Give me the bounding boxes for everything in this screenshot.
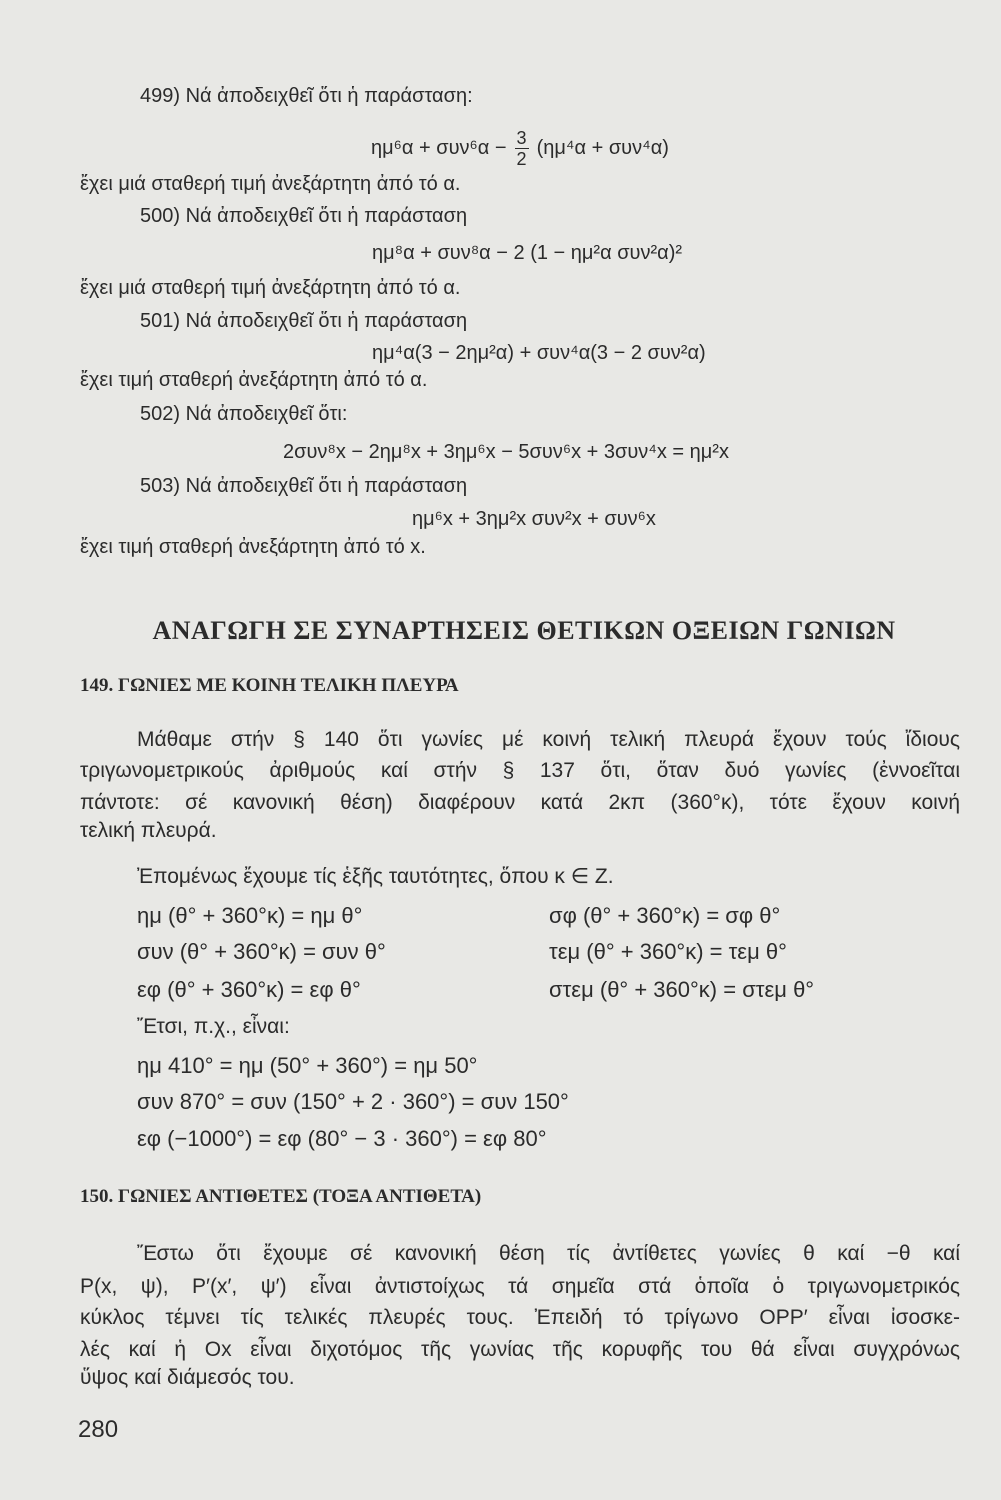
- exercise-503-prompt: 503) Νά ἀποδειχθεῖ ὅτι ἡ παράσταση: [140, 475, 468, 497]
- example-3: εφ (−1000°) = εφ (80° − 3 · 360°) = εφ 80°: [137, 1126, 547, 1151]
- exercise-503-conclusion: ἔχει τιμή σταθερή ἀνεξάρτητη ἀπό τό x.: [80, 536, 426, 558]
- fraction-numerator: 3: [516, 127, 527, 148]
- example-2: συν 870° = συν (150° + 2 · 360°) = συν 150°: [137, 1089, 569, 1114]
- exercise-500-conclusion: ἔχει μιά σταθερή τιμή ἀνεξάρτητη ἀπό τό α.: [80, 277, 461, 299]
- exercise-502-prompt: 502) Νά ἀποδειχθεῖ ὅτι:: [140, 403, 348, 425]
- section-149-line-4: τελική πλευρά.: [80, 819, 217, 842]
- exercise-503-formula: ημ⁶x + 3ημ²x συν²x + συν⁶x: [412, 508, 656, 530]
- identity-sin: ημ (θ° + 360°κ) = ημ θ°: [137, 903, 363, 928]
- formula-part-after: (ημ⁴α + συν⁴α): [536, 137, 669, 159]
- exercise-501-formula: ημ⁴α(3 − 2ημ²α) + συν⁴α(3 − 2 συν²α): [372, 342, 706, 364]
- identity-sec: τεμ (θ° + 360°κ) = τεμ θ°: [549, 939, 787, 964]
- section-150-heading: 150. ΓΩΝΙΕΣ ΑΝΤΙΘΕΤΕΣ (ΤΟΞΑ ΑΝΤΙΘΕΤΑ): [80, 1186, 482, 1207]
- page-number: 280: [78, 1416, 119, 1443]
- exercise-499-formula: [371, 124, 669, 172]
- identity-csc: στεμ (θ° + 360°κ) = στεμ θ°: [549, 977, 815, 1002]
- exercise-500-prompt: 500) Νά ἀποδειχθεῖ ὅτι ἡ παράσταση: [140, 205, 468, 227]
- exercise-499-conclusion: ἔχει μιά σταθερή τιμή ἀνεξάρτητη ἀπό τό α.: [80, 173, 461, 195]
- identity-cot: σφ (θ° + 360°κ) = σφ θ°: [549, 903, 781, 928]
- fraction: [515, 128, 529, 169]
- section-150-line-3: κύκλος τέμνει τίς τελικές πλευρές τους. Ἐπειδή τό τρίγωνο ΟΡΡ′ εἶναι ἰσοσκε-: [80, 1306, 960, 1329]
- section-150-line-4: λές καί ἡ Οx εἶναι διχοτόμος τῆς γωνίας τῆς κορυφῆς του θά εἶναι συγχρόνως: [80, 1338, 960, 1361]
- identity-tan: εφ (θ° + 360°κ) = εφ θ°: [137, 977, 361, 1002]
- identities-intro: Ἐπομένως ἔχουμε τίς ἑξῆς ταυτότητες, ὅπου κ ∈ Z.: [137, 865, 614, 888]
- exercise-501-conclusion: ἔχει τιμή σταθερή ἀνεξάρτητη ἀπό τό α.: [80, 369, 428, 391]
- example-1: ημ 410° = ημ (50° + 360°) = ημ 50°: [137, 1053, 478, 1078]
- identity-cos: συν (θ° + 360°κ) = συν θ°: [137, 939, 386, 964]
- section-149-line-3: πάντοτε: σέ κανονική θέση) διαφέρουν κατά 2κπ (360°κ), τότε ἔχουν κοινή: [80, 791, 960, 814]
- section-150-line-1: Ἔστω ὅτι ἔχουμε σέ κανονική θέση τίς ἀντίθετες γωνίες θ καί −θ καί: [137, 1242, 960, 1265]
- section-150-line-5: ὕψος καί διάμεσός του.: [80, 1366, 295, 1389]
- examples-intro: Ἔτσι, π.χ., εἶναι:: [137, 1015, 290, 1038]
- chapter-title: ΑΝΑΓΩΓΗ ΣΕ ΣΥΝΑΡΤΗΣΕΙΣ ΘΕΤΙΚΩΝ ΟΞΕΙΩΝ ΓΩΝΙΩΝ: [152, 616, 896, 645]
- section-149-heading: 149. ΓΩΝΙΕΣ ΜΕ ΚΟΙΝΗ ΤΕΛΙΚΗ ΠΛΕΥΡΑ: [80, 675, 459, 696]
- section-149-line-2: τριγωνομετρικούς ἀριθμούς καί στήν § 137 ὅτι, ὅταν δυό γωνίες (ἐννοεῖται: [80, 759, 960, 782]
- formula-part-before: ημ⁶α + συν⁶α −: [371, 137, 507, 159]
- fraction-denominator: 2: [516, 148, 527, 169]
- exercise-499-prompt: 499) Νά ἀποδειχθεῖ ὅτι ἡ παράσταση:: [140, 85, 473, 107]
- section-150-line-2: P(x, ψ), P′(x′, ψ′) εἶναι ἀντιστοίχως τά σημεῖα στά ὁποῖα ὁ τριγωνομετρικός: [80, 1275, 960, 1298]
- exercise-500-formula: ημ⁸α + συν⁸α − 2 (1 − ημ²α συν²α)²: [372, 242, 683, 264]
- exercise-502-formula: 2συν⁸x − 2ημ⁸x + 3ημ⁶x − 5συν⁶x + 3συν⁴x = ημ²x: [283, 441, 729, 463]
- exercise-501-prompt: 501) Νά ἀποδειχθεῖ ὅτι ἡ παράσταση: [140, 310, 468, 332]
- section-149-line-1: Μάθαμε στήν § 140 ὅτι γωνίες μέ κοινή τελική πλευρά ἔχουν τούς ἴδιους: [137, 728, 960, 751]
